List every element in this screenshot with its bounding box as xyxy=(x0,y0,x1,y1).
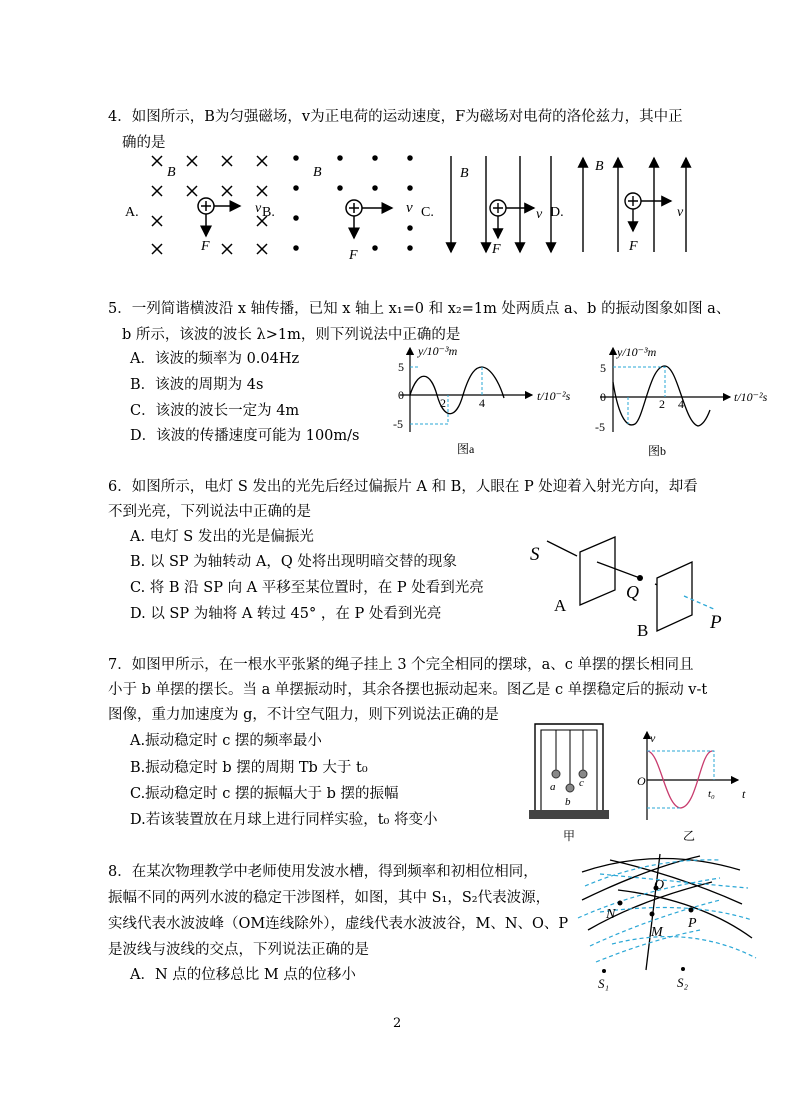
q7-label-v: v xyxy=(650,731,656,745)
q4-option-d-label: D. xyxy=(550,205,564,220)
q4-option-b-label: B. xyxy=(262,205,275,220)
q7-fig-yi xyxy=(625,712,775,842)
q7-stem-line1: 7．如图甲所示，在一根水平张紧的绳子挂上 3 个完全相同的摆球，a、c 单摆的摆长相同且 xyxy=(108,657,694,673)
q7-option-c: C.振动稳定时 c 摆的振幅大于 b 摆的振幅 xyxy=(130,786,399,802)
q4-b-b-label: B xyxy=(313,165,322,180)
q4-stem-line2: 确的是 xyxy=(122,135,166,151)
q6-label-q: Q xyxy=(626,582,639,602)
q5a-tick-2: 2 xyxy=(440,396,446,410)
q4-option-a-label: A. xyxy=(125,205,139,220)
q7-label-a: a xyxy=(550,781,556,793)
q4-a-f-label: F xyxy=(201,239,210,254)
q5-graph-b xyxy=(585,340,775,465)
q7-fig-jia xyxy=(520,712,620,842)
q4-a-v-label: v xyxy=(255,201,262,216)
q5a-tick-5: 5 xyxy=(398,360,404,374)
q6-label-b: B xyxy=(637,621,649,640)
q4-stem-line1: 4．如图所示，B为匀强磁场，v为正电荷的运动速度，F为磁场对电荷的洛伦兹力，其中正 xyxy=(108,109,683,125)
q5b-xlabel: t/10⁻²s xyxy=(734,390,768,404)
q8-interference-figure xyxy=(570,850,770,990)
q4-option-c-label: C. xyxy=(421,205,434,220)
q5b-tick-neg5: -5 xyxy=(595,420,605,434)
q5b-ylabel: y/10⁻³m xyxy=(617,345,657,359)
q5-stem-line1: 5．一列简谐横波沿 x 轴传播，已知 x 轴上 x₁=0 和 x₂=1m 处两质点 a、b 的振动图象如图 a、 xyxy=(108,301,731,317)
q5b-tick-2: 2 xyxy=(659,397,665,411)
q5-option-a: A．该波的频率为 0.04Hz xyxy=(130,351,300,367)
q5b-tick-5: 5 xyxy=(600,361,606,375)
q5b-tick-4: 4 xyxy=(678,397,684,411)
q6-option-d: D. 以 SP 为轴将 A 转过 45° ，在 P 处看到光亮 xyxy=(130,606,442,622)
q8-label-p: P xyxy=(688,916,697,931)
q6-stem-line2: 不到光亮，下列说法中正确的是 xyxy=(108,504,311,520)
q6-option-b: B. 以 SP 为轴转动 A，Q 处将出现明暗交替的现象 xyxy=(130,554,457,570)
q5b-caption: 图b xyxy=(648,444,667,458)
q5a-xlabel: t/10⁻²s xyxy=(537,389,571,403)
q4-a-b-label: B xyxy=(167,165,176,180)
q7-caption-yi: 乙 xyxy=(683,829,696,843)
q4-b-f-label: F xyxy=(349,248,358,263)
q6-label-p: P xyxy=(710,612,722,633)
q7-label-b: b xyxy=(565,796,571,808)
q5b-tick-0: 0 xyxy=(600,390,606,404)
q7-label-o: O xyxy=(637,774,646,788)
page-number: 2 xyxy=(393,1016,402,1031)
q8-label-n: N xyxy=(606,907,616,922)
q6-stem-line1: 6．如图所示，电灯 S 发出的光先后经过偏振片 A 和 B，人眼在 P 处迎着入射光方向，却看 xyxy=(108,479,698,495)
q8-stem-line3: 实线代表水波波峰（OM连线除外），虚线代表水波波谷，M、N、O、P xyxy=(108,916,569,932)
q6-polarizer-figure xyxy=(520,520,770,645)
q8-stem-line2: 振幅不同的两列水波的稳定干涉图样，如图，其中 S₁，S₂代表波源， xyxy=(108,890,551,906)
q5a-tick-4: 4 xyxy=(479,396,485,410)
q7-caption-jia: 甲 xyxy=(563,829,576,843)
q7-option-a: A.振动稳定时 c 摆的频率最小 xyxy=(130,733,322,749)
q8-stem-line4: 是波线与波线的交点，下列说法正确的是 xyxy=(108,942,369,958)
q5a-caption: 图a xyxy=(457,442,475,456)
q5-graph-a xyxy=(360,340,580,465)
q5a-ylabel: y/10⁻³m xyxy=(418,344,458,358)
q8-stem-line1: 8．在某次物理教学中老师使用发波水槽，得到频率和初相位相同， xyxy=(108,864,538,880)
q7-label-t0: t₀ xyxy=(708,788,715,800)
q7-option-d: D.若该装置放在月球上进行同样实验，t₀ 将变小 xyxy=(130,812,438,828)
q6-option-c: C. 将 B 沿 SP 向 A 平移至某位置时，在 P 处看到光亮 xyxy=(130,580,484,596)
q5a-tick-neg5: -5 xyxy=(393,417,403,431)
q6-point-q xyxy=(637,575,643,581)
q8-option-a: A．N 点的位移总比 M 点的位移小 xyxy=(130,967,356,983)
q4-figures xyxy=(0,150,794,263)
q4-c-b-label: B xyxy=(460,166,469,181)
q7-label-c: c xyxy=(579,777,584,789)
q7-option-b: B.振动稳定时 b 摆的周期 Tb 大于 t₀ xyxy=(130,760,368,776)
q6-label-a: A xyxy=(554,596,567,615)
q8-label-s1: S₁ xyxy=(598,976,610,991)
q4-c-f-label: F xyxy=(492,242,501,257)
q8-label-m: M xyxy=(651,925,663,940)
q4-d-f-label: F xyxy=(629,239,638,254)
q5-option-c: C．该波的波长一定为 4m xyxy=(130,403,300,419)
q5-stem-line2: b 所示，该波的波长 λ>1m，则下列说法中正确的是 xyxy=(122,327,461,343)
q6-option-a: A. 电灯 S 发出的光是偏振光 xyxy=(130,529,314,545)
q8-label-o: O xyxy=(654,878,665,893)
q7-stem-line2: 小于 b 单摆的摆长。当 a 单摆振动时，其余各摆也振动起来。图乙是 c 单摆稳定后的振动 v-t xyxy=(108,682,708,698)
q6-label-s: S xyxy=(530,544,540,565)
q5-option-b: B．该波的周期为 4s xyxy=(130,377,264,393)
q4-b-v-label: v xyxy=(406,200,413,216)
q4-option-b-figure xyxy=(294,156,412,250)
q7-stem-line3: 图像，重力加速度为 g，不计空气阻力，则下列说法正确的是 xyxy=(108,707,499,723)
q4-d-v-label: v xyxy=(677,205,684,220)
q5a-tick-0: 0 xyxy=(398,388,404,402)
q8-label-s2: S₂ xyxy=(677,975,689,990)
q5-option-d: D．该波的传播速度可能为 100m/s xyxy=(130,428,360,444)
q7-label-t: t xyxy=(742,787,746,801)
q4-d-b-label: B xyxy=(595,159,604,174)
q4-c-v-label: v xyxy=(536,207,543,222)
